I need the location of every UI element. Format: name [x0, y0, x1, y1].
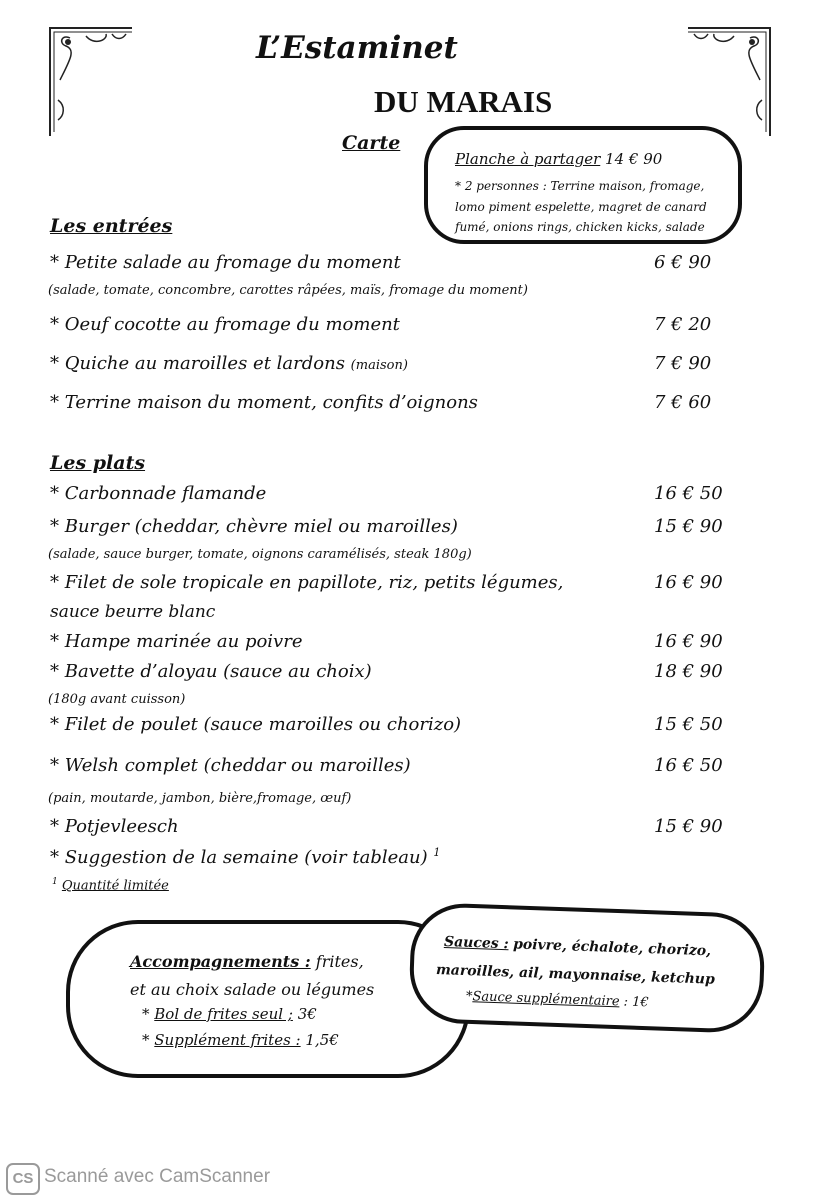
- menu-item-price: 7 € 90: [654, 353, 712, 374]
- sauces-label: Sauces :: [443, 934, 509, 953]
- accompagnements-line-1: [130, 952, 364, 971]
- menu-item-price: 7 € 20: [654, 314, 712, 335]
- accompagnements-value: frites,: [315, 952, 364, 971]
- sauces-list-1: poivre, échalote, chorizo,: [512, 936, 712, 960]
- planche-desc-1: * 2 personnes : Terrine maison, fromage,: [455, 179, 705, 193]
- menu-item-name: * Bavette d’aloyau (sauce au choix): [50, 661, 372, 682]
- menu-item-desc: (180g avant cuisson): [48, 692, 186, 707]
- menu-item-name: * Carbonnade flamande: [50, 483, 267, 504]
- menu-item-price: 18 € 90: [654, 661, 723, 682]
- ornament-corner-top-right: [684, 20, 774, 140]
- sauce-supplement-line: *Sauce supplémentaire : 1€: [465, 989, 649, 1011]
- menu-item-name: * Filet de sole tropicale en papillote, riz, petits légumes,: [50, 572, 564, 593]
- planche-label: Planche à partager: [455, 150, 601, 168]
- menu-item-desc: (pain, moutarde, jambon, bière,fromage, œuf): [48, 791, 352, 806]
- menu-item-desc: sauce beurre blanc: [50, 602, 216, 622]
- planche-desc-2: lomo piment espelette, magret de canard: [455, 200, 707, 214]
- menu-item-name: * Welsh complet (cheddar ou maroilles): [50, 755, 411, 776]
- camscanner-logo: CS: [6, 1163, 40, 1195]
- menu-item-name-text: * Suggestion de la semaine (voir tableau): [50, 847, 428, 868]
- accompagnements-label: Accompagnements :: [130, 952, 311, 971]
- menu-item-price: 7 € 60: [654, 392, 712, 413]
- accompagnements-line-2: et au choix salade ou légumes: [130, 980, 375, 999]
- menu-item-price: 16 € 90: [654, 631, 723, 652]
- menu-item-name: * Potjevleesch: [50, 816, 179, 837]
- supplement-frites-line: * Supplément frites : 1,5€: [142, 1031, 339, 1049]
- menu-item-price: 16 € 50: [654, 483, 723, 504]
- menu-item-note: (maison): [350, 358, 408, 373]
- bol-frites-price: 3€: [297, 1005, 317, 1023]
- sauces-line-2: maroilles, ail, mayonnaise, ketchup: [435, 962, 716, 988]
- menu-item-desc: (salade, sauce burger, tomate, oignons caramélisés, steak 180g): [48, 547, 472, 562]
- section-plats-heading: Les plats: [50, 452, 146, 474]
- title-line-1: L’Estaminet: [256, 30, 458, 66]
- bol-frites-line: * Bol de frites seul ; 3€: [142, 1005, 317, 1023]
- menu-item-price: 6 € 90: [654, 252, 712, 273]
- menu-item-price: 15 € 50: [654, 714, 723, 735]
- menu-item-price: 15 € 90: [654, 816, 723, 837]
- menu-item-name: * Oeuf cocotte au fromage du moment: [50, 314, 400, 335]
- carte-heading: Carte: [342, 132, 401, 154]
- menu-item-name: [50, 846, 440, 868]
- planche-price: 14 € 90: [605, 150, 663, 168]
- menu-item-name: * Burger (cheddar, chèvre miel ou maroilles): [50, 516, 458, 537]
- menu-item-name: * Petite salade au fromage du moment: [50, 252, 401, 273]
- sauce-supplement-label: Sauce supplémentaire: [472, 989, 620, 1010]
- menu-item-price: 15 € 90: [654, 516, 723, 537]
- ornament-corner-top-left: [46, 20, 136, 140]
- menu-item-name: [50, 353, 408, 374]
- accompagnements-box: [66, 920, 470, 1078]
- sauce-supplement-price: : 1€: [623, 994, 649, 1011]
- menu-item-price: 16 € 50: [654, 755, 723, 776]
- footnote-marker: 1: [433, 846, 441, 859]
- title-line-2: DU MARAIS: [374, 84, 553, 119]
- menu-item-name: * Terrine maison du moment, confits d’oignons: [50, 392, 478, 413]
- camscanner-watermark: Scanné avec CamScanner: [44, 1166, 271, 1187]
- planche-title: [455, 150, 662, 168]
- footnote-number: 1: [52, 877, 58, 887]
- menu-item-desc: (salade, tomate, concombre, carottes râpées, maïs, fromage du moment): [48, 283, 528, 298]
- menu-item-name: * Hampe marinée au poivre: [50, 631, 303, 652]
- menu-item-name-text: * Quiche au maroilles et lardons: [50, 353, 345, 374]
- supplement-frites-label: Supplément frites :: [154, 1031, 301, 1049]
- planche-desc-3: fumé, onions rings, chicken kicks, salade: [455, 220, 705, 234]
- menu-item-price: 16 € 90: [654, 572, 723, 593]
- section-entrees-heading: Les entrées: [50, 215, 173, 237]
- footnote-text: Quantité limitée: [61, 878, 169, 894]
- footnote: [52, 877, 169, 893]
- bol-frites-label: Bol de frites seul ;: [154, 1005, 293, 1023]
- menu-item-name: * Filet de poulet (sauce maroilles ou chorizo): [50, 714, 462, 735]
- supplement-frites-price: 1,5€: [305, 1031, 339, 1049]
